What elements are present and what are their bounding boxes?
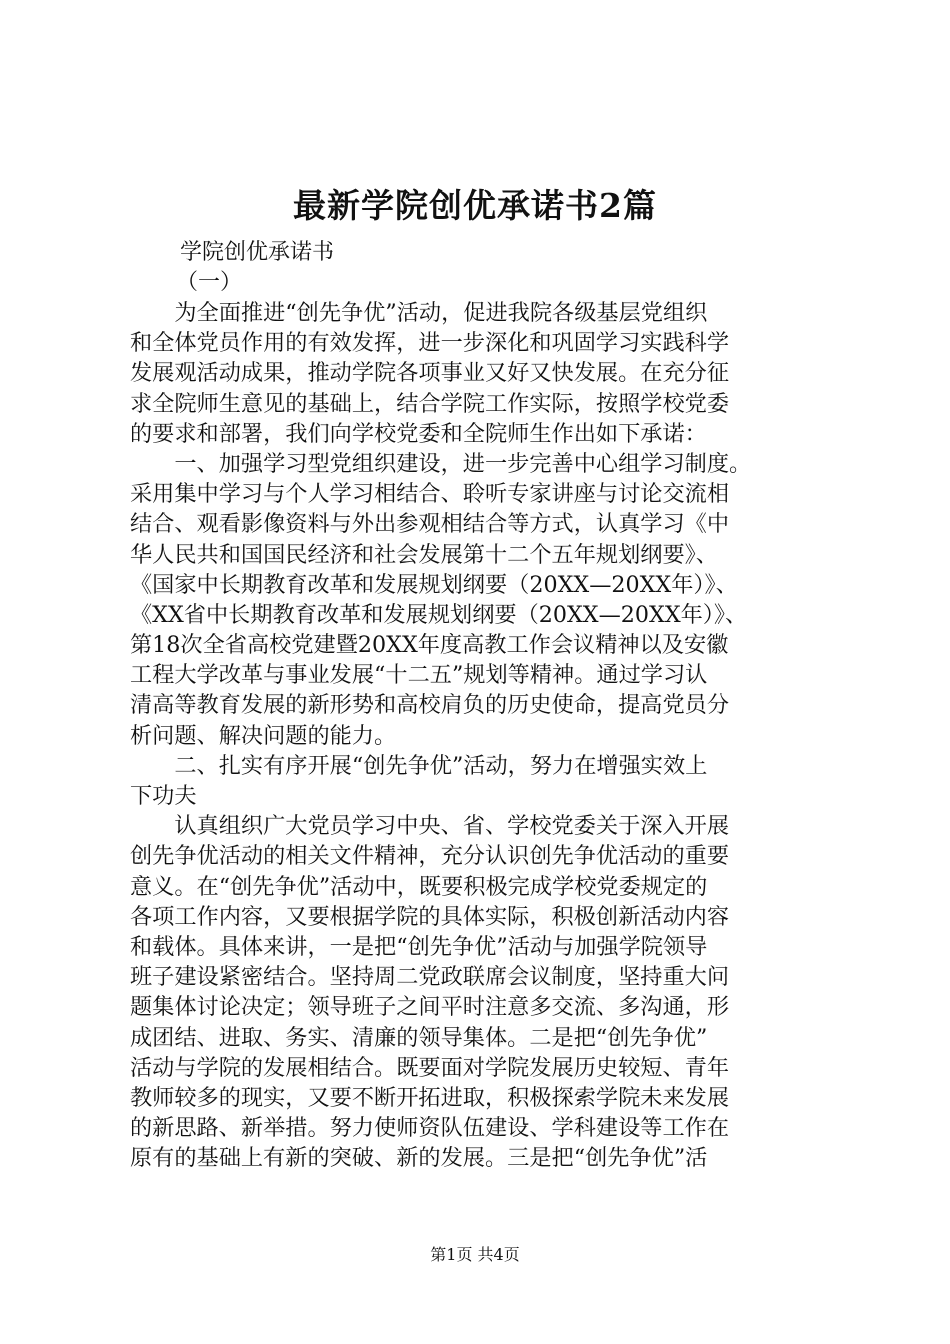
body-line: 意义。在“创先争优”活动中，既要积极完成学校党委规定的	[130, 873, 708, 900]
body-line: 求全院师生意见的基础上，结合学院工作实际，按照学校党委	[130, 390, 730, 417]
body-line: 和载体。具体来讲，一是把“创先争优”活动与加强学院领导	[130, 933, 708, 960]
body-line: 各项工作内容，又要根据学院的具体实际，积极创新活动内容	[130, 903, 730, 930]
body-line: 原有的基础上有新的突破、新的发展。三是把“创先争优”活	[130, 1145, 708, 1172]
body-line: 的要求和部署，我们向学校党委和全院师生作出如下承诺：	[130, 420, 707, 447]
body-line: 析问题、解决问题的能力。	[130, 722, 397, 749]
section-number: （一）	[176, 270, 243, 295]
body-line: 和全体党员作用的有效发挥，进一步深化和巩固学习实践科学	[130, 330, 730, 357]
body-line: 采用集中学习与个人学习相结合、聆听专家讲座与讨论交流相	[130, 481, 730, 508]
document-title: 最新学院创优承诺书2篇	[293, 186, 657, 225]
body-line: 题集体讨论决定；领导班子之间平时注意多交流、多沟通，形	[130, 994, 730, 1021]
body-line: 创先争优活动的相关文件精神，充分认识创先争优活动的重要	[130, 843, 730, 870]
body-line: 成团结、进取、务实、清廉的领导集体。二是把“创先争优”	[130, 1024, 708, 1051]
body-line: 教师较多的现实，又要不断开拓进取，积极探索学院未来发展	[130, 1084, 730, 1111]
body-line: 第18次全省高校党建暨20XX年度高教工作会议精神以及安徽	[130, 632, 729, 659]
body-line: 下功夫	[130, 783, 197, 809]
body-line: 《XX省中长期教育改革和发展规划纲要（20XX—20XX年）》、	[130, 601, 748, 628]
body-line: 活动与学院的发展相结合。既要面对学院发展历史较短、青年	[130, 1054, 730, 1081]
body-text	[130, 298, 830, 1173]
page-footer: 第1页 共4页	[430, 1245, 520, 1264]
body-line: 发展观活动成果，推动学院各项事业又好又快发展。在充分征	[130, 360, 730, 387]
body-line: 二、扎实有序开展“创先争优”活动，努力在增强实效上	[130, 752, 708, 779]
body-line: 清高等教育发展的新形势和高校肩负的历史使命，提高党员分	[130, 692, 730, 719]
body-line: 《国家中长期教育改革和发展规划纲要（20XX—20XX年）》、	[130, 571, 738, 598]
body-line: 为全面推进“创先争优”活动，促进我院各级基层党组织	[130, 300, 708, 326]
body-line: 一、加强学习型党组织建设，进一步完善中心组学习制度。	[130, 450, 752, 477]
body-line: 华人民共和国国民经济和社会发展第十二个五年规划纲要》、	[130, 541, 718, 568]
document-subtitle: 学院创优承诺书	[180, 240, 335, 265]
body-line: 的新思路、新举措。努力使师资队伍建设、学科建设等工作在	[130, 1115, 730, 1142]
body-line: 认真组织广大党员学习中央、省、学校党委关于深入开展	[130, 813, 730, 840]
body-line: 结合、观看影像资料与外出参观相结合等方式，认真学习《中	[130, 511, 730, 538]
body-line: 工程大学改革与事业发展“十二五”规划等精神。通过学习认	[130, 662, 708, 689]
body-line: 班子建设紧密结合。坚持周二党政联席会议制度，坚持重大问	[130, 964, 730, 991]
